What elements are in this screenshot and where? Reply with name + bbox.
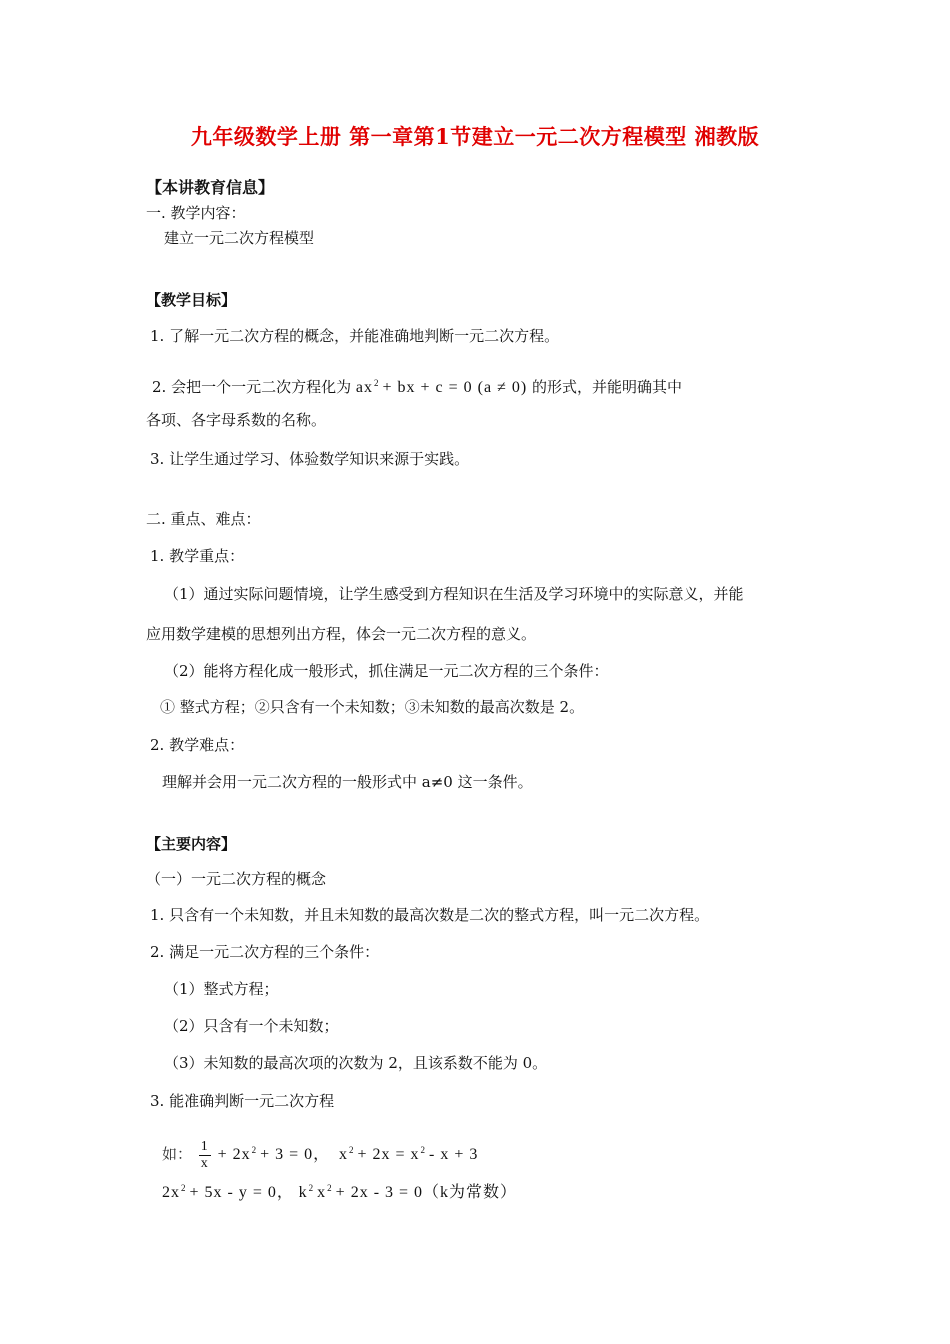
section-header-info: 【本讲教育信息】 [146, 178, 275, 197]
example-prefix: 如： [162, 1145, 193, 1163]
superscript: 2 [348, 1145, 355, 1155]
eq3-part-b: + 5x - y = 0， [189, 1184, 294, 1201]
equation-4 [299, 1184, 517, 1201]
key-1: 1. 教学重点： [150, 547, 245, 565]
goal-2-pre: 2. 会把一个一元二次方程化为 [152, 378, 352, 396]
key-1-a1: （1）通过实际问题情境，让学生感受到方程知识在生活及学习环境中的实际意义，并能 [164, 585, 744, 603]
superscript: 2 [308, 1183, 315, 1193]
document-title: 九年级数学上册 第一章第1节建立一元二次方程模型 湘教版 [190, 124, 760, 149]
key-1-c: ① 整式方程；②只含有一个未知数；③未知数的最高次数是 2。 [160, 698, 585, 716]
superscript: 2 [251, 1145, 258, 1155]
goal-2-cont: 各项、各字母系数的名称。 [146, 411, 327, 429]
main-1-2c: （3）未知数的最高次项的次数为 2，且该系数不能为 0。 [164, 1054, 548, 1072]
main-1-1: 1. 只含有一个未知数，并且未知数的最高次数是二次的整式方程，叫一元二次方程。 [150, 906, 710, 924]
key-1-b: （2）能将方程化成一般形式，抓住满足一元二次方程的三个条件： [164, 662, 609, 680]
main-1-2: 2. 满足一元二次方程的三个条件： [150, 943, 380, 961]
equation-3 [162, 1184, 294, 1201]
fraction-numerator: 1 [200, 1138, 209, 1154]
main-1: （一）一元二次方程的概念 [146, 870, 327, 888]
goal-1: 1. 了解一元二次方程的概念，并能准确地判断一元二次方程。 [150, 327, 560, 345]
main-1-3: 3. 能准确判断一元二次方程 [150, 1092, 335, 1110]
content-value: 建立一元二次方程模型 [164, 229, 315, 247]
example-line-2 [162, 1178, 517, 1203]
superscript: 2 [327, 1183, 333, 1193]
equation-1 [218, 1146, 331, 1163]
eq3-part-a: 2x [162, 1184, 180, 1201]
superscript: 2 [420, 1145, 426, 1155]
example-line-1 [162, 1130, 478, 1175]
goal-2 [152, 373, 682, 398]
main-1-2a: （1）整式方程； [164, 980, 279, 998]
eq4-part-a: k [298, 1184, 308, 1201]
key-2-a: 理解并会用一元二次方程的一般形式中 a≠0 这一条件。 [162, 773, 533, 791]
goal-2-post: 的形式，并能明确其中 [531, 378, 682, 396]
eq2-part-c: - x + 3 [429, 1146, 479, 1163]
key-label: 二. 重点、难点： [146, 510, 261, 528]
eq4-part-c: + 2x - 3 = 0（k为常数） [335, 1184, 518, 1201]
goal-3: 3. 让学生通过学习、体验数学知识来源于实践。 [150, 450, 470, 468]
superscript: 2 [181, 1183, 187, 1193]
general-form-formula [356, 379, 527, 396]
content-label: 一. 教学内容： [146, 204, 246, 222]
eq4-part-b: x [317, 1184, 327, 1201]
eq1-part-a: + 2x [217, 1146, 251, 1163]
fraction-denominator: x [200, 1155, 209, 1171]
formula-part-a: ax [355, 379, 373, 396]
eq2-part-b: + 2x = x [357, 1146, 420, 1163]
key-1-a2: 应用数学建模的思想列出方程，体会一元二次方程的意义。 [146, 625, 537, 643]
section-header-main: 【主要内容】 [146, 835, 237, 853]
superscript: 2 [373, 378, 380, 388]
section-header-goals: 【教学目标】 [146, 291, 237, 309]
formula-part-c: (a ≠ 0) [477, 379, 528, 396]
eq1-part-b: + 3 = 0， [260, 1146, 331, 1163]
key-2: 2. 教学难点： [150, 736, 245, 754]
fraction-one-over-x [199, 1139, 211, 1172]
formula-part-b: + bx + c = 0 [382, 379, 473, 396]
main-1-2b: （2）只含有一个未知数； [164, 1017, 339, 1035]
equation-2 [339, 1146, 478, 1163]
eq2-part-a: x [338, 1146, 348, 1163]
